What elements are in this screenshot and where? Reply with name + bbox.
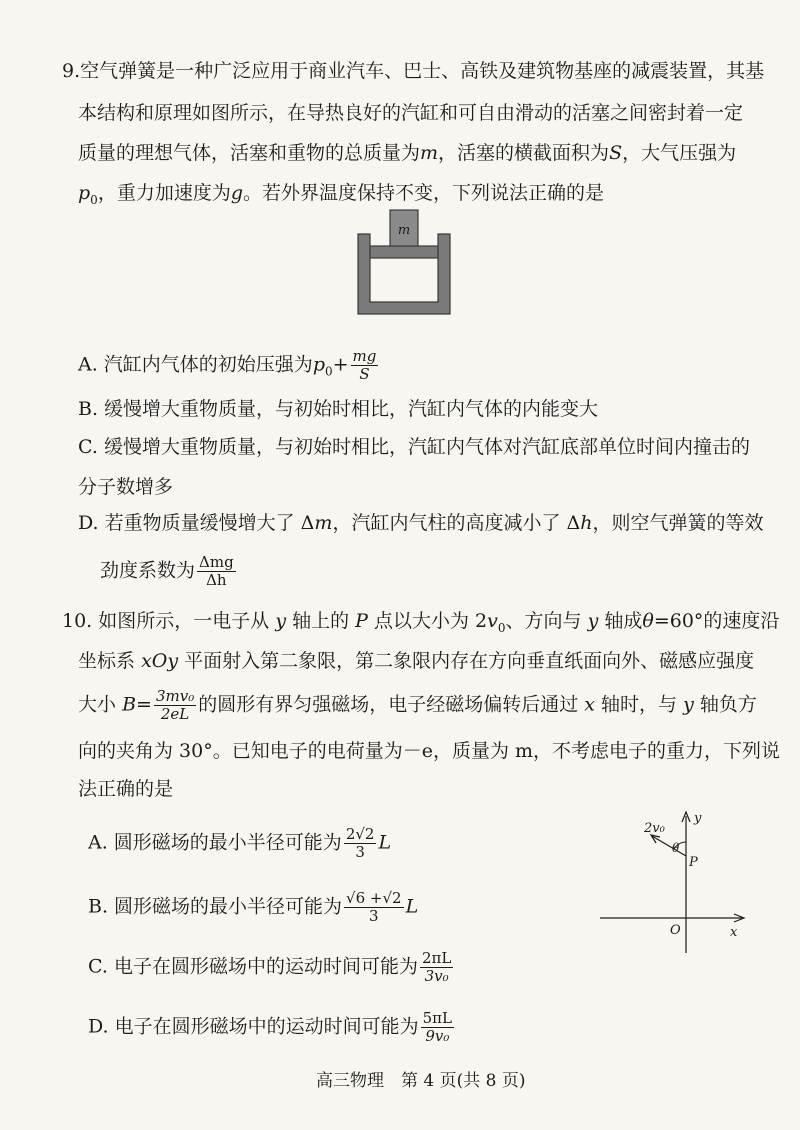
axis-x-label: x <box>730 925 738 940</box>
option-text: ，则空气弹簧的等效 <box>592 512 764 534</box>
variable-x: x <box>584 693 595 716</box>
q10-text: 轴负方 <box>699 693 757 716</box>
q9-text: 9.空气弹簧是一种广泛应用于商业汽车、巴士、高铁及建筑物基座的减震装置，其基 <box>62 60 765 82</box>
q10-text: 法正确的是 <box>78 778 174 800</box>
q9-option-d-continued <box>100 554 238 589</box>
q9-text: ，重力加速度为 <box>97 182 231 204</box>
fraction-denominator: 3 <box>355 843 365 861</box>
subscript: 0 <box>324 364 333 379</box>
variable-B: B <box>122 693 137 716</box>
equals-sign: = <box>136 693 152 716</box>
weight-label: m <box>397 223 411 238</box>
theta-label: θ <box>672 841 680 855</box>
variable-xOy: xOy <box>141 650 179 672</box>
q9-stem-line-4 <box>78 180 604 213</box>
velocity-vector <box>652 836 686 856</box>
fraction-numerator: Δmg <box>199 553 234 571</box>
option-text: D. 若重物质量缓慢增大了 Δ <box>78 512 315 534</box>
variable-v: v <box>487 610 498 632</box>
q10-text: 轴上的 <box>292 610 350 632</box>
q10-text: 轴成 <box>604 610 643 632</box>
variable-m: m <box>314 512 333 534</box>
option-text: A. 汽缸内气体的初始压强为 <box>78 353 313 376</box>
fraction-denominator: 3 <box>369 907 379 925</box>
q9-text: 质量的理想气体，活塞和重物的总质量为 <box>78 142 421 164</box>
q10-option-c[interactable] <box>88 950 455 985</box>
option-text: B. 缓慢增大重物质量，与初始时相比，汽缸内气体的内能变大 <box>78 398 599 420</box>
subscript: 0 <box>90 192 98 207</box>
subscript: 0 <box>497 620 506 635</box>
fraction-denominator: 9v₀ <box>425 1027 450 1045</box>
variable-y: y <box>683 693 694 716</box>
axis-y-label: y <box>694 811 702 826</box>
option-text: ，汽缸内气柱的高度减小了 Δ <box>332 512 581 534</box>
fraction-numerator: mg <box>352 347 377 365</box>
q10-option-d[interactable] <box>88 1010 456 1045</box>
q9-cylinder-figure <box>354 206 454 318</box>
fraction-denominator: 3v₀ <box>424 967 449 985</box>
fraction-denominator: Δh <box>206 571 227 589</box>
option-text: 劲度系数为 <box>100 559 196 582</box>
fraction-5piL-over-9v0 <box>421 1010 454 1045</box>
q10-stem-line-2 <box>78 648 754 674</box>
q9-text: ，活塞的横截面积为 <box>438 142 610 164</box>
origin-label: O <box>670 923 681 938</box>
variable-P: P <box>355 610 368 632</box>
fraction-numerator: 2√2 <box>345 825 375 843</box>
fraction-sqrt6-plus-sqrt2-over-3 <box>344 890 404 925</box>
q9-text: ，大气压强为 <box>622 142 737 164</box>
q10-text: 坐标系 <box>78 650 136 672</box>
q10-text: 点以大小为 2 <box>374 610 488 632</box>
fraction-2sqrt2-over-3 <box>344 826 377 861</box>
q9-option-d[interactable] <box>78 510 763 536</box>
variable-p: p <box>78 182 91 204</box>
q10-text: 平面射入第二象限，第二象限内存在方向垂直纸面向外、磁感应强度 <box>184 650 755 672</box>
option-text: C. 电子在圆形磁场中的运动时间可能为 <box>88 955 418 978</box>
q10-coordinate-figure <box>594 808 754 958</box>
q10-text: 10. 如图所示，一电子从 <box>62 610 270 632</box>
variable-y: y <box>275 610 287 632</box>
q10-option-a[interactable] <box>88 826 391 861</box>
variable-L: L <box>378 831 392 854</box>
q10-text: 大小 <box>78 693 117 716</box>
q9-option-c[interactable] <box>78 434 750 460</box>
variable-g: g <box>230 182 243 204</box>
q10-text: =60°的速度沿 <box>653 610 780 632</box>
fraction-mg-over-S <box>351 348 379 383</box>
fraction-B-value <box>154 688 196 723</box>
q10-text: 的圆形有界匀强磁场，电子经磁场偏转后通过 <box>198 693 579 716</box>
option-text: B. 圆形磁场的最小半径可能为 <box>88 895 343 918</box>
q9-option-a[interactable] <box>78 348 380 384</box>
fraction-numerator: 3mv₀ <box>155 687 195 705</box>
fraction-2piL-over-3v0 <box>420 950 453 985</box>
option-text: 分子数增多 <box>78 476 174 498</box>
q10-stem-line-4 <box>78 738 780 764</box>
q9-stem-line-3 <box>78 140 736 166</box>
option-text: A. 圆形磁场的最小半径可能为 <box>88 831 342 854</box>
footer-text: 高三物理 第 4 页(共 8 页) <box>316 1071 526 1091</box>
fraction-numerator: 2πL <box>421 949 452 967</box>
q9-text: 本结构和原理如图所示，在导热良好的汽缸和可自由滑动的活塞之间密封着一定 <box>78 102 744 124</box>
q9-stem-line-1 <box>62 58 764 84</box>
q9-option-c-continued <box>78 474 173 500</box>
fraction-numerator: √6 +√2 <box>346 889 402 907</box>
q10-stem-line-3 <box>78 688 757 723</box>
variable-L: L <box>405 895 419 918</box>
variable-p: p <box>312 353 325 376</box>
velocity-arrowhead <box>651 835 660 843</box>
q10-text: 向的夹角为 30°。已知电子的电荷量为－e，质量为 m，不考虑电子的重力，下列说 <box>78 740 781 762</box>
variable-y: y <box>587 610 599 632</box>
option-text: D. 电子在圆形磁场中的运动时间可能为 <box>88 1015 419 1038</box>
fraction-dmg-over-dh <box>197 554 236 589</box>
q9-text: 。若外界温度保持不变，下列说法正确的是 <box>243 182 605 204</box>
q9-option-b[interactable] <box>78 396 598 422</box>
q9-stem-line-2 <box>78 100 743 126</box>
piston <box>370 246 438 258</box>
plus-sign: + <box>332 353 349 376</box>
velocity-label: 2v₀ <box>644 821 665 836</box>
variable-S: S <box>609 142 623 164</box>
q10-stem-line-1 <box>62 608 779 641</box>
page-footer <box>316 1068 526 1094</box>
q10-text: 、方向与 <box>505 610 582 632</box>
variable-h: h <box>580 512 593 534</box>
q10-stem-line-5 <box>78 776 173 802</box>
variable-m: m <box>420 142 439 164</box>
option-text: C. 缓慢增大重物质量，与初始时相比，汽缸内气体对汽缸底部单位时间内撞击的 <box>78 436 750 458</box>
fraction-denominator: 2eL <box>160 705 190 723</box>
q10-text: 轴时，与 <box>601 693 678 716</box>
point-P-label: P <box>689 855 698 870</box>
q10-option-b[interactable] <box>88 890 418 925</box>
fraction-numerator: 5πL <box>422 1009 453 1027</box>
variable-theta: θ <box>642 610 654 632</box>
fraction-denominator: S <box>359 365 370 383</box>
